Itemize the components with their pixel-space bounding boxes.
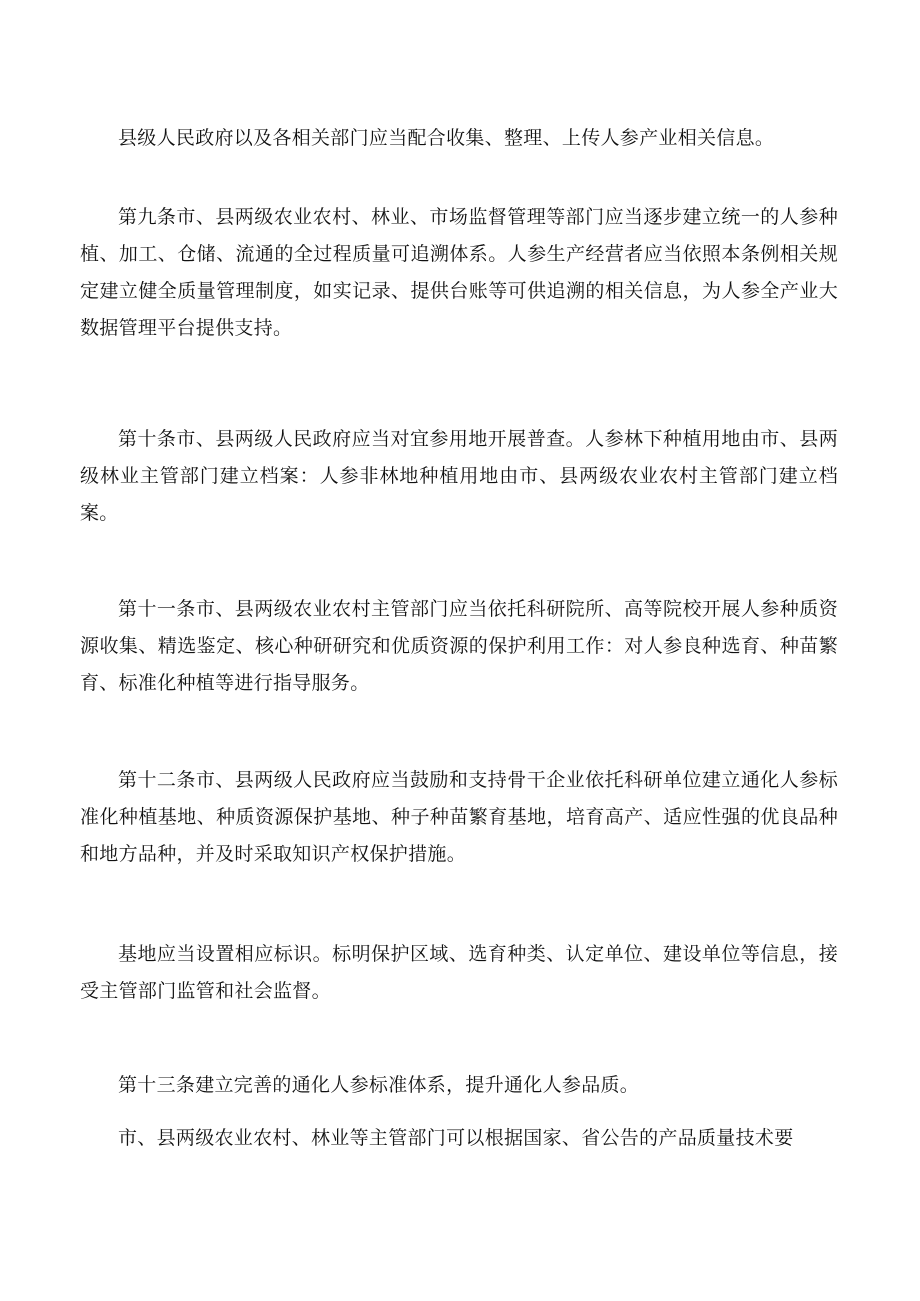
paragraph-article-9: 第九条市、县两级农业农村、林业、市场监督管理等部门应当逐步建立统一的人参种植、加工、仓储、流通的全过程质量可追溯体系。人参生产经营者应当依照本条例相关规定建立健全质量管理制度，如实记录、提供台账等可供追溯的相关信息，为人参全产业大数据管理平台提供支持。 bbox=[80, 206, 838, 339]
paragraph-base-signage: 基地应当设置相应标识。标明保护区域、选育种类、认定单位、建设单位等信息，接受主管部门监管和社会监督。 bbox=[80, 943, 838, 1002]
paragraph-county-info: 县级人民政府以及各相关部门应当配合收集、整理、上传人参产业相关信息。 bbox=[118, 127, 775, 149]
paragraph-article-11: 第十一条市、县两级农业农村主管部门应当依托科研院所、高等院校开展人参种质资源收集、精选鉴定、核心种研研究和优质资源的保护利用工作：对人参良种选育、种苗繁育、标准化种植等进行指导服务。 bbox=[80, 598, 838, 694]
paragraph-standards-continued: 市、县两级农业农村、林业等主管部门可以根据国家、省公告的产品质量技术要 bbox=[118, 1127, 794, 1149]
paragraph-article-13: 第十三条建立完善的通化人参标准体系，提升通化人参品质。 bbox=[118, 1074, 640, 1096]
paragraph-article-10: 第十条市、县两级人民政府应当对宜参用地开展普查。人参林下种植用地由市、县两级林业主管部门建立档案：人参非林地种植用地由市、县两级农业农村主管部门建立档案。 bbox=[80, 428, 838, 524]
paragraph-article-12: 第十二条市、县两级人民政府应当鼓励和支持骨干企业依托科研单位建立通化人参标准化种植基地、种质资源保护基地、种子种苗繁育基地，培育高产、适应性强的优良品种和地方品种，并及时采取知识产权保护措施。 bbox=[80, 769, 838, 865]
